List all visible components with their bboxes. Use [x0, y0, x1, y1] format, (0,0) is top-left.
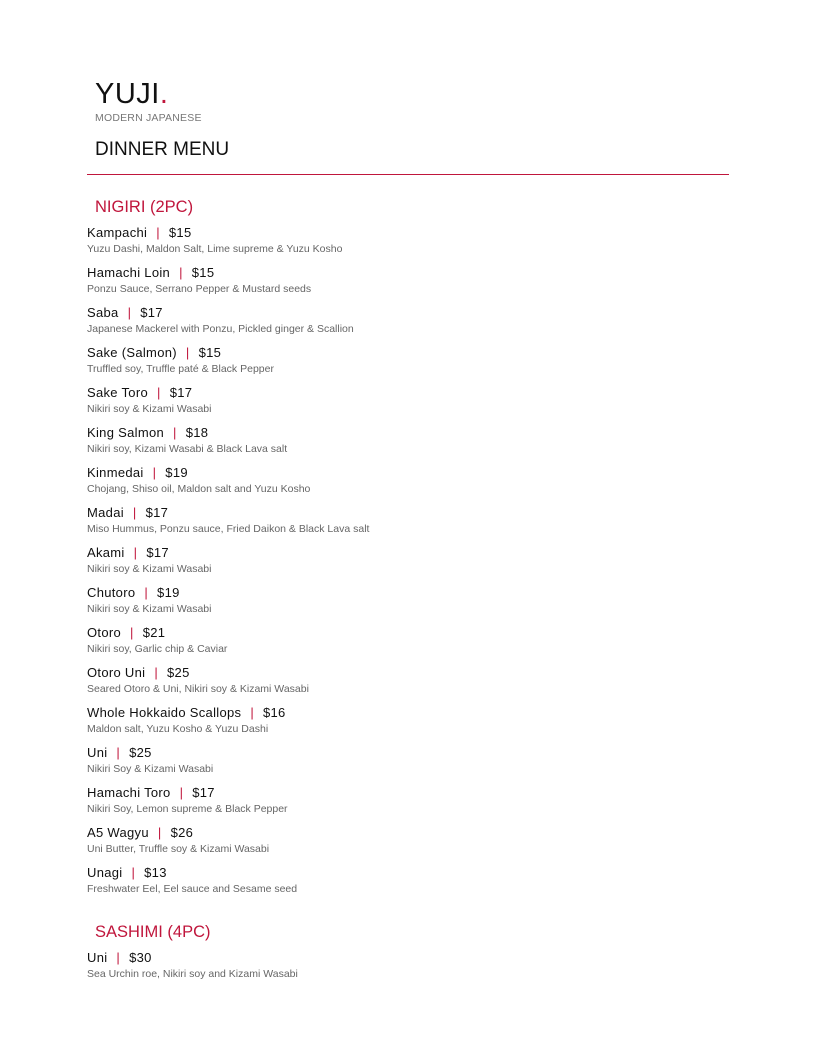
menu-item-description: Freshwater Eel, Eel sauce and Sesame seed: [87, 883, 298, 895]
price-separator: |: [144, 585, 149, 600]
price-separator: |: [131, 865, 136, 880]
menu-item-description: Japanese Mackerel with Ponzu, Pickled ginger & Scallion: [87, 323, 354, 335]
menu-item-price: $15: [198, 345, 222, 360]
menu-item-description: Maldon salt, Yuzu Kosho & Yuzu Dashi: [87, 723, 269, 735]
price-separator: |: [133, 545, 138, 560]
menu-item-price: $30: [129, 950, 152, 965]
menu-item-line: [87, 500, 737, 521]
brand-name: YUJI: [95, 78, 160, 110]
menu-item-description: Seared Otoro & Uni, Nikiri soy & Kizami Wasabi: [87, 683, 309, 695]
menu-item: [87, 380, 737, 420]
menu-item-price: $19: [157, 585, 180, 600]
menu-item-line: [87, 300, 737, 321]
section-title: SASHIMI (4PC): [95, 923, 211, 941]
menu-item-name: Hamachi Toro: [87, 785, 171, 800]
menu-item-line: [87, 820, 737, 841]
menu-item-price: $25: [167, 665, 190, 680]
restaurant-logo: [95, 78, 202, 110]
menu-item-line: [87, 660, 737, 681]
menu-item-price: $13: [144, 865, 167, 880]
menu-item-description: Ponzu Sauce, Serrano Pepper & Mustard seeds: [87, 283, 312, 295]
menu-item: [87, 660, 737, 700]
menu-item: [87, 500, 737, 540]
menu-title: DINNER MENU: [95, 139, 230, 160]
menu-item-name: Otoro: [87, 625, 122, 640]
price-separator: |: [154, 665, 159, 680]
menu-item-line: [87, 945, 737, 966]
menu-item-line: [87, 420, 737, 441]
menu-item: [87, 700, 737, 740]
price-separator: |: [157, 385, 161, 400]
menu-item-line: [87, 340, 737, 361]
menu-item-price: $21: [142, 625, 166, 640]
menu-item-description: Chojang, Shiso oil, Maldon salt and Yuzu Kosho: [87, 483, 311, 495]
menu-item: [87, 300, 737, 340]
menu-item: [87, 740, 737, 780]
menu-item-line: [87, 780, 737, 801]
menu-item: [87, 340, 737, 380]
price-separator: |: [116, 950, 121, 965]
menu-item-name: Hamachi Loin: [87, 265, 171, 280]
menu-item-description: Nikiri soy, Kizami Wasabi & Black Lava salt: [87, 443, 288, 455]
menu-item-description: Nikiri Soy, Lemon supreme & Black Pepper: [87, 803, 288, 815]
menu-item: [87, 540, 737, 580]
menu-item-price: $15: [191, 265, 215, 280]
menu-item-name: King Salmon: [87, 425, 165, 440]
menu-item-name: Sake (Salmon): [87, 345, 177, 360]
menu-item-name: Kampachi: [87, 225, 148, 240]
menu-item: [87, 260, 737, 300]
price-separator: |: [152, 465, 157, 480]
menu-item-price: $15: [168, 225, 192, 240]
menu-item-line: [87, 700, 737, 721]
menu-item-description: Uni Butter, Truffle soy & Kizami Wasabi: [87, 843, 270, 855]
menu-item-price: $17: [145, 505, 169, 520]
section-nigiri: [87, 195, 737, 900]
menu-item-name: Madai: [87, 505, 124, 520]
menu-item: [87, 220, 737, 260]
menu-item-description: Nikiri soy & Kizami Wasabi: [87, 403, 212, 415]
menu-item-name: Otoro Uni: [87, 665, 146, 680]
menu-item-line: [87, 740, 737, 761]
menu-item: [87, 620, 737, 660]
menu-item-name: Sake Toro: [87, 385, 148, 400]
menu-item-name: Kinmedai: [87, 465, 144, 480]
menu-item-name: Unagi: [87, 865, 123, 880]
menu-item-price: $25: [129, 745, 152, 760]
menu-item-price: $16: [263, 705, 286, 720]
menu-item-line: [87, 580, 737, 601]
menu-item-name: Chutoro: [87, 585, 136, 600]
menu-item-line: [87, 540, 737, 561]
menu-item: [87, 580, 737, 620]
price-separator: |: [116, 745, 121, 760]
menu-item-price: $26: [170, 825, 194, 840]
price-separator: |: [173, 425, 177, 440]
menu-item-price: $17: [146, 545, 169, 560]
menu-item-description: Sea Urchin roe, Nikiri soy and Kizami Wasabi: [87, 968, 298, 980]
restaurant-subtitle: MODERN JAPANESE: [95, 112, 202, 124]
menu-item-name: Uni: [87, 950, 108, 965]
price-separator: |: [132, 505, 137, 520]
menu-item-line: [87, 460, 737, 481]
menu-item-price: $17: [169, 385, 193, 400]
menu-item-name: A5 Wagyu: [87, 825, 149, 840]
menu-item-price: $17: [192, 785, 215, 800]
price-separator: |: [179, 785, 184, 800]
menu-item-line: [87, 380, 737, 401]
menu-item-name: Saba: [87, 305, 119, 320]
price-separator: |: [179, 265, 183, 280]
menu-item-line: [87, 620, 737, 641]
menu-item: [87, 420, 737, 460]
menu-item-price: $18: [185, 425, 209, 440]
menu-item-line: [87, 860, 737, 881]
brand-dot: .: [159, 78, 169, 110]
menu-item-description: Nikiri soy & Kizami Wasabi: [87, 603, 212, 615]
menu-item-description: Nikiri soy & Kizami Wasabi: [87, 563, 212, 575]
price-separator: |: [157, 825, 162, 840]
menu-item: [87, 860, 737, 900]
menu-item-price: $19: [165, 465, 188, 480]
menu-item-description: Nikiri soy, Garlic chip & Caviar: [87, 643, 228, 655]
menu-item-line: [87, 220, 737, 241]
header-divider: [87, 174, 729, 175]
price-separator: |: [156, 225, 160, 240]
menu-item-description: Nikiri Soy & Kizami Wasabi: [87, 763, 214, 775]
menu-item: [87, 780, 737, 820]
section-sashimi: [87, 920, 737, 985]
menu-item-price: $17: [140, 305, 163, 320]
menu-item: [87, 820, 737, 860]
menu-item-description: Miso Hummus, Ponzu sauce, Fried Daikon & Black Lava salt: [87, 523, 370, 535]
price-separator: |: [127, 305, 132, 320]
price-separator: |: [185, 345, 190, 360]
price-separator: |: [250, 705, 254, 720]
menu-item: [87, 945, 737, 985]
menu-item-name: Uni: [87, 745, 108, 760]
section-title: NIGIRI (2PC): [95, 198, 194, 216]
menu-item-description: Yuzu Dashi, Maldon Salt, Lime supreme & Yuzu Kosho: [87, 243, 343, 255]
restaurant-header: [95, 78, 202, 125]
price-separator: |: [130, 625, 134, 640]
menu-item-description: Truffled soy, Truffle paté & Black Pepper: [87, 363, 274, 375]
menu-item-line: [87, 260, 737, 281]
menu-item: [87, 460, 737, 500]
menu-item-name: Akami: [87, 545, 125, 560]
menu-item-name: Whole Hokkaido Scallops: [87, 705, 242, 720]
